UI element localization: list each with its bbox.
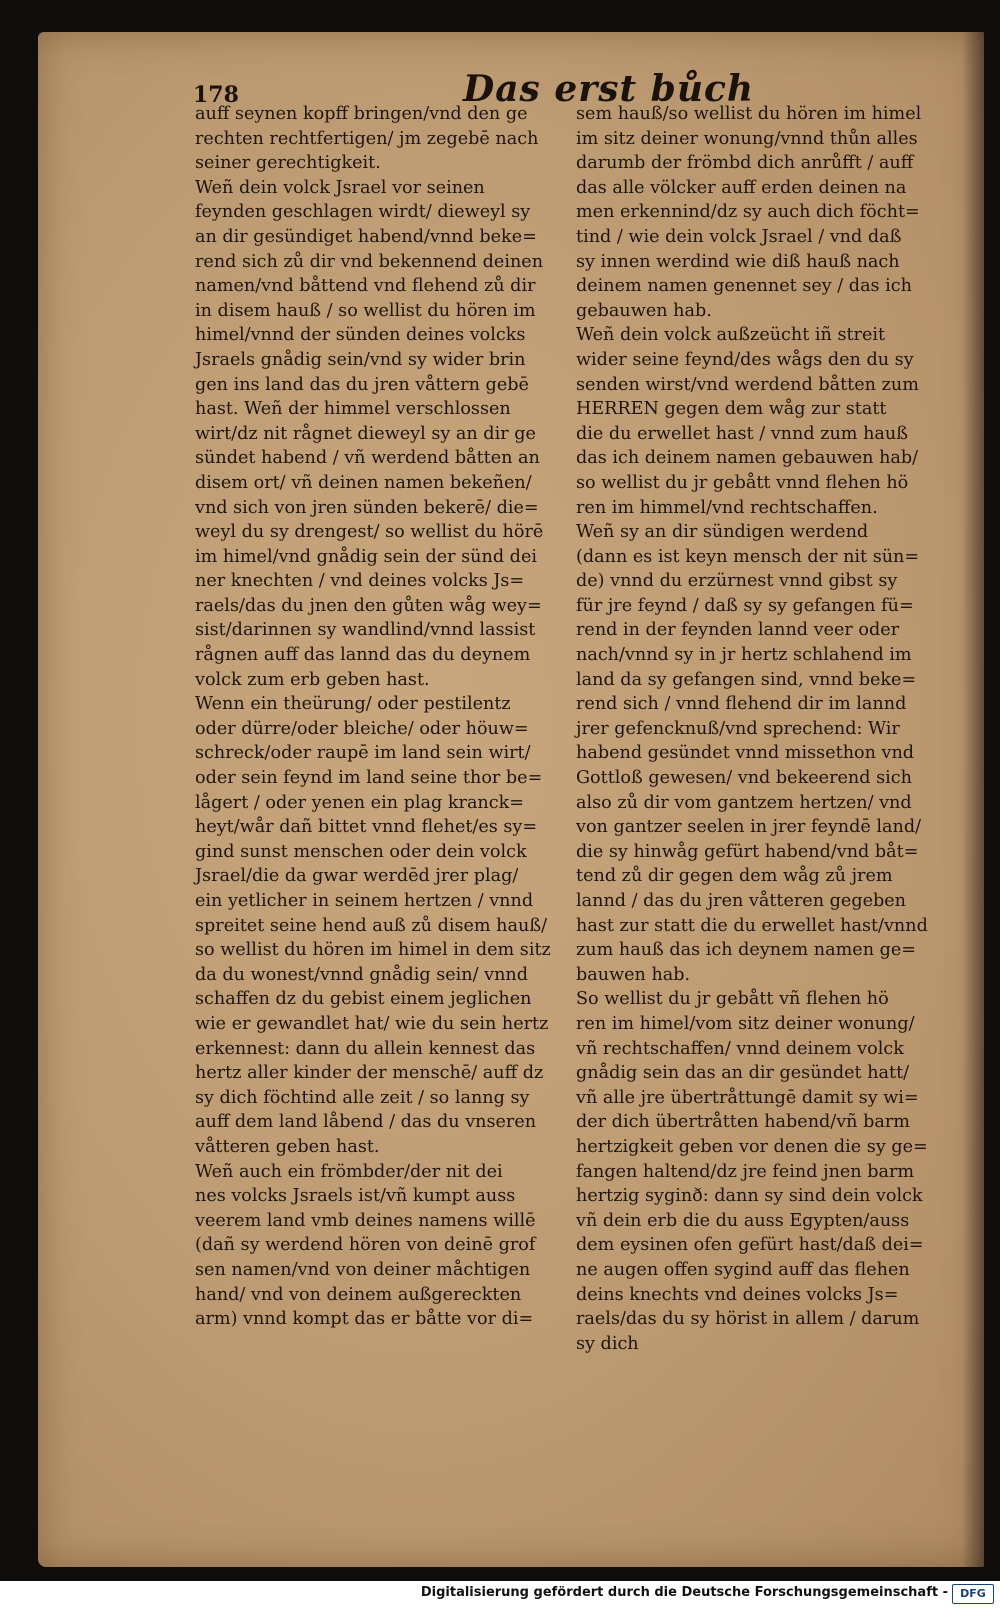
text-line: seiner gerechtigkeit.: [195, 153, 381, 174]
text-line: bauwen hab.: [576, 964, 691, 985]
text-line: Jsraels gnådig sein/vnd sy wider brin: [195, 349, 526, 370]
text-line: Weñ dein volck außzeücht iñ streit: [576, 325, 886, 346]
text-line: auff seynen kopff bringen/vnd den ge: [195, 104, 528, 124]
running-title: Das erst bůch: [463, 68, 755, 110]
text-line: feynden geschlagen wirdt/ dieweyl sy: [195, 202, 531, 223]
text-line: sy dich: [576, 1333, 639, 1354]
text-line: rågnen auff das lannd das du deynem: [195, 645, 531, 666]
text-line: Weñ auch ein frömbder/der nit dei: [195, 1161, 503, 1182]
text-line: deins knechts vnd deines volcks Js=: [576, 1284, 899, 1305]
text-line: von gantzer seelen in jrer feyndē land/: [576, 817, 922, 838]
text-line: tind / wie dein volck Jsrael / vnd daß: [576, 226, 902, 247]
text-line: hast zur statt die du erwellet hast/vnnd: [576, 915, 928, 936]
text-line: himel/vnnd der sünden deines volcks: [195, 325, 526, 346]
text-line: nach/vnnd sy in jr hertz schlahend im: [576, 645, 912, 666]
text-line: vñ rechtschaffen/ vnnd deinem volck: [576, 1038, 904, 1059]
text-line: HERREN gegen dem wåg zur statt: [576, 399, 887, 420]
text-line: im himel/vnd gnådig sein der sünd dei: [195, 546, 537, 567]
text-line: sy dich föchtind alle zeit / so lanng sy: [195, 1087, 530, 1108]
text-line: das ich deinem namen gebauwen hab/: [576, 448, 919, 469]
text-line: arm) vnnd kompt das er båtte vor di=: [195, 1309, 534, 1330]
text-line: rend sich zů dir vnd bekennend deinen: [195, 251, 544, 272]
text-line: sündet habend / vñ werdend båtten an: [195, 448, 540, 469]
text-line: im sitz deiner wonung/vnnd thůn alles: [576, 128, 918, 149]
text-line: volck zum erb geben hast.: [195, 669, 430, 690]
text-line: sy innen werdind wie diß hauß nach: [576, 251, 900, 272]
text-line: Gottloß gewesen/ vnd bekeerend sich: [576, 768, 912, 789]
text-line: spreitet seine hend auß zů disem hauß/: [195, 915, 548, 936]
text-line: gind sunst menschen oder dein volck: [195, 841, 527, 862]
text-line: namen/vnd båttend vnd flehend zů dir: [195, 276, 536, 297]
text-line: lågert / oder yenen ein plag kranck=: [195, 792, 525, 813]
text-line: auff dem land låbend / das du vnseren: [195, 1112, 537, 1133]
text-line: fangen haltend/dz jre feind jnen barm: [576, 1161, 915, 1182]
text-line: rechten rechtfertigen/ jm zegebē nach: [195, 128, 539, 149]
text-line: senden wirst/vnd werdend båtten zum: [576, 374, 919, 395]
text-line: wider seine feynd/des wågs den du sy: [576, 349, 914, 370]
text-line: da du wonest/vnnd gnådig sein/ vnnd: [195, 964, 529, 985]
text-line: zum hauß das ich deynem namen ge=: [576, 940, 917, 961]
text-line: hertz aller kinder der menschē/ auff dz: [195, 1063, 544, 1084]
text-line: sist/darinnen sy wandlind/vnnd lassist: [195, 620, 536, 641]
text-line: men erkennind/dz sy auch dich föcht=: [576, 202, 920, 223]
text-line: oder sein feynd im land seine thor be=: [195, 768, 543, 789]
text-line: hertzig syginð: dann sy sind dein volck: [576, 1186, 923, 1207]
text-line: in disem hauß / so wellist du hören im: [195, 300, 536, 321]
text-line: Weñ sy an dir sündigen werdend: [576, 522, 869, 543]
text-line: ne augen offen sygind auff das flehen: [576, 1259, 910, 1280]
text-line: wirt/dz nit rågnet dieweyl sy an dir ge: [195, 423, 536, 444]
text-line: deinem namen genennet sey / das ich: [576, 276, 912, 297]
text-line: weyl du sy drengest/ so wellist du hörē: [195, 522, 544, 543]
right-text-column: [576, 102, 936, 1356]
funding-credit: Digitalisierung gefördert durch die Deutsche Forschungsgemeinschaft -: [420, 1585, 948, 1600]
text-line: die sy hinwåg gefürt habend/vnd båt=: [576, 841, 919, 862]
text-line: die du erwellet hast / vnnd zum hauß: [576, 423, 908, 444]
text-line: oder dürre/oder bleiche/ oder höuw=: [195, 718, 529, 739]
text-line: wie er gewandlet hat/ wie du sein hertz: [195, 1013, 549, 1034]
text-line: nes volcks Jsraels ist/vñ kumpt auss: [195, 1186, 516, 1207]
text-line: ein yetlicher in seinem hertzen / vnnd: [195, 891, 534, 911]
text-line: heyt/wår dañ bittet vnnd flehet/es sy=: [195, 817, 538, 838]
text-line: vnd sich von jren sünden bekerē/ die=: [195, 497, 539, 518]
text-line: rend in der feynden lannd veer oder: [576, 620, 900, 641]
left-text-column: [195, 102, 555, 1332]
text-line: gebauwen hab.: [576, 300, 712, 321]
text-line: jrer gefencknuß/vnd sprechend: Wir: [576, 718, 900, 739]
text-line: ren im himel/vom sitz deiner wonung/: [576, 1013, 915, 1034]
text-line: vñ alle jre übertråttungē damit sy wi=: [576, 1087, 919, 1108]
text-line: an dir gesündiget habend/vnnd beke=: [195, 226, 537, 247]
text-line: So wellist du jr gebått vñ flehen hö: [576, 989, 889, 1010]
text-line: sen namen/vnd von deiner måchtigen: [195, 1259, 531, 1280]
text-line: so wellist du jr gebått vnnd flehen hö: [576, 472, 909, 493]
text-line: der dich übertråtten habend/vñ barm: [576, 1112, 910, 1133]
text-line: (dann es ist keyn mensch der nit sün=: [576, 546, 920, 567]
text-line: ner knechten / vnd deines volcks Js=: [195, 571, 525, 592]
text-line: schreck/oder raupē im land sein wirt/: [195, 743, 531, 764]
text-line: hand/ vnd von deinem außgereckten: [195, 1284, 522, 1305]
text-line: raels/das du jnen den gůten wåg wey=: [195, 595, 542, 616]
text-line: hertzigkeit geben vor denen die sy ge=: [576, 1136, 928, 1157]
text-line: ren im himmel/vnd rechtschaffen.: [576, 497, 878, 518]
digitization-footer: [0, 1581, 1000, 1608]
text-line: das alle völcker auff erden deinen na: [576, 177, 907, 198]
text-line: land da sy gefangen sind, vnnd beke=: [576, 669, 917, 690]
text-line: Wenn ein theürung/ oder pestilentz: [195, 694, 511, 715]
text-line: lannd / das du jren våtteren gegeben: [576, 891, 906, 911]
dfg-logo: DFG: [952, 1584, 994, 1604]
text-line: Jsrael/die da gwar werdēd jrer plag/: [195, 866, 519, 887]
text-line: rend sich / vnnd flehend dir im lannd: [576, 694, 907, 715]
text-line: für jre feynd / daß sy sy gefangen fü=: [576, 595, 914, 616]
text-line: also zů dir vom gantzem hertzen/ vnd: [576, 792, 912, 813]
text-line: erkennest: dann du allein kennest das: [195, 1038, 536, 1059]
text-line: so wellist du hören im himel in dem sitz: [195, 940, 551, 961]
book-page: [38, 32, 984, 1567]
text-line: habend gesündet vnnd missethon vnd: [576, 743, 915, 764]
text-line: hast. Weñ der himmel verschlossen: [195, 399, 511, 420]
text-line: sem hauß/so wellist du hören im himel: [576, 104, 922, 124]
text-line: disem ort/ vñ deinen namen bekeñen/: [195, 472, 532, 493]
text-line: dem eysinen ofen gefürt hast/daß dei=: [576, 1235, 924, 1256]
text-line: de) vnnd du erzürnest vnnd gibst sy: [576, 571, 898, 592]
text-line: Weñ dein volck Jsrael vor seinen: [195, 177, 485, 198]
text-line: vñ dein erb die du auss Egypten/auss: [576, 1210, 910, 1231]
text-line: gnådig sein das an dir gesündet hatt/: [576, 1063, 910, 1084]
text-line: tend zů dir gegen dem wåg zů jrem: [576, 866, 893, 887]
text-line: schaffen dz du gebist einem jeglichen: [195, 989, 532, 1010]
text-line: gen ins land das du jren våttern gebē: [195, 374, 529, 395]
text-line: veerem land vmb deines namens willē: [195, 1210, 536, 1231]
page-number: 178: [193, 82, 239, 108]
text-line: (dañ sy werdend hören von deinē grof: [195, 1235, 536, 1256]
text-line: raels/das du sy hörist in allem / darum: [576, 1309, 920, 1330]
text-line: våtteren geben hast.: [195, 1136, 380, 1157]
text-line: darumb der frömbd dich anrůfft / auff: [576, 153, 914, 174]
